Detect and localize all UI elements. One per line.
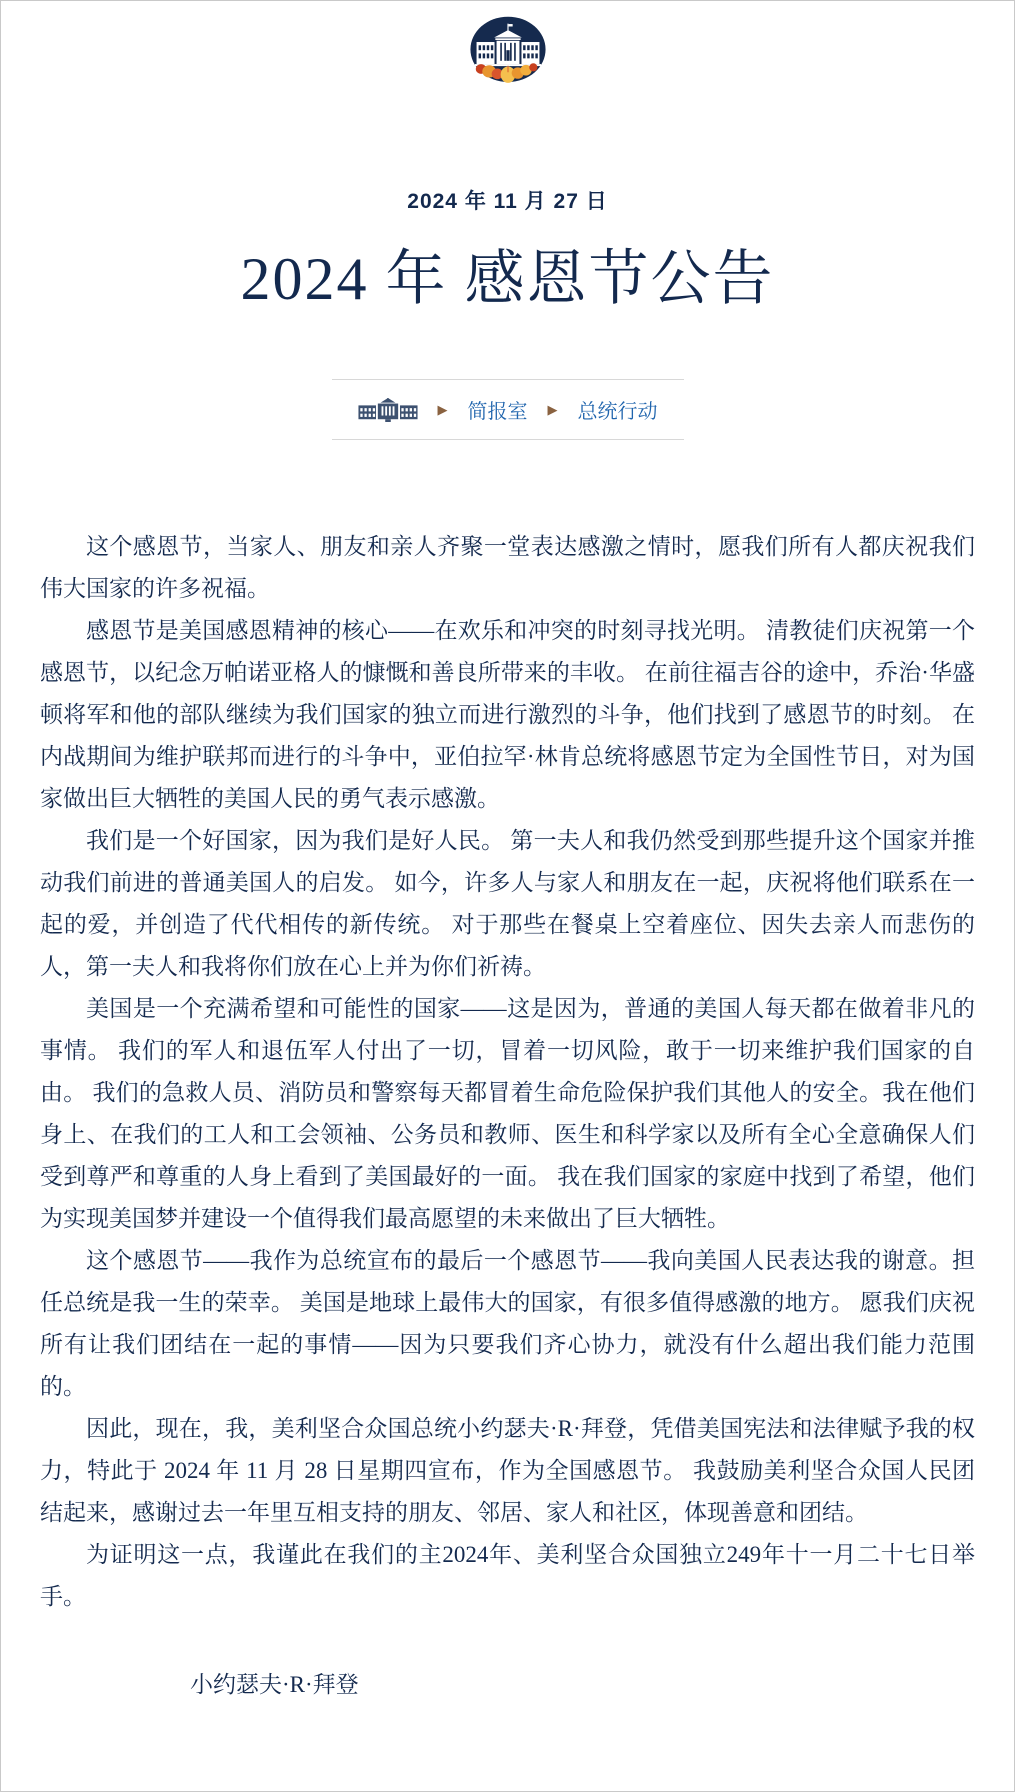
breadcrumb [332,379,684,440]
page-title: 2024 年 感恩节公告 [240,246,775,312]
paragraph-3: 我们是一个好国家，因为我们是好人民。 第一夫人和我仍然受到那些提升这个国家并推动我们前进的普通美国人的启发。 如今，许多人与家人和朋友在一起，庆祝将他们联系在一起的爱，并创造了代代相传的新传统。 对于那些在餐桌上空着座位、因失去亲人而悲伤的人，第一夫人和我将你们放在心上并为你们祈祷。 [40,828,975,979]
paragraph-2: 感恩节是美国感恩精神的核心——在欢乐和冲突的时刻寻找光明。 清教徒们庆祝第一个感恩节，以纪念万帕诺亚格人的慷慨和善良所带来的丰收。 在前往福吉谷的途中，乔治·华盛顿将军和他的部队继续为我们国家的独立而进行激烈的斗争，他们找到了感恩节的时刻。 在内战期间为维护联邦而进行的斗争中，亚伯拉罕·林肯总统将感恩节定为全国性节日，对为国家做出巨大牺牲的美国人民的勇气表示感激。 [40,618,975,811]
white-house-thanksgiving-logo[interactable] [459,13,557,89]
paragraph-5: 这个感恩节——我作为总统宣布的最后一个感恩节——我向美国人民表达我的谢意。担任总统是我一生的荣幸。 美国是地球上最伟大的国家，有很多值得感激的地方。 愿我们庆祝所有让我们团结在一起的事情——因为只要我们齐心协力，就没有什么超出我们能力范围的。 [40,1248,975,1399]
signature: 小约瑟夫·R·拜登 [190,1672,359,1697]
chevron-right-icon: ▶ [437,402,448,417]
white-house-icon[interactable] [358,398,418,422]
article-header [1,13,1014,440]
article-body [40,526,975,1706]
paragraph-4: 美国是一个充满希望和可能性的国家——这是因为，普通的美国人每天都在做着非凡的事情。 我们的军人和退伍军人付出了一切，冒着一切风险，敢于一切来维护我们国家的自由。 我们的急救人员、消防员和警察每天都冒着生命危险保护我们其他人的安全。我在他们身上、在我们的工人和工会领袖、公务员和教师、医生和科学家以及所有全心全意确保人们受到尊严和尊重的人身上看到了美国最好的一面。 我在我们国家的家庭中找到了希望，他们为实现美国梦并建设一个值得我们最高愿望的未来做出了巨大牺牲。 [40,996,975,1231]
breadcrumb-link-briefing-room[interactable]: 简报室 [467,401,528,423]
chevron-right-icon: ▶ [547,402,558,417]
breadcrumb-link-presidential-actions[interactable]: 总统行动 [577,401,658,423]
paragraph-6: 因此，现在，我，美利坚合众国总统小约瑟夫·R·拜登，凭借美国宪法和法律赋予我的权力，特此于 2024 年 11 月 28 日星期四宣布，作为全国感恩节。 我鼓励美利坚合众国人民团结起来，感谢过去一年里互相支持的朋友、邻居、家人和社区，体现善意和团结。 [40,1416,975,1525]
paragraph-1: 这个感恩节，当家人、朋友和亲人齐聚一堂表达感激之情时，愿我们所有人都庆祝我们伟大国家的许多祝福。 [40,534,975,601]
paragraph-7: 为证明这一点，我谨此在我们的主2024年、美利坚合众国独立249年十一月二十七日举手。 [40,1542,975,1609]
article-date: 2024 年 11 月 27 日 [407,190,608,213]
